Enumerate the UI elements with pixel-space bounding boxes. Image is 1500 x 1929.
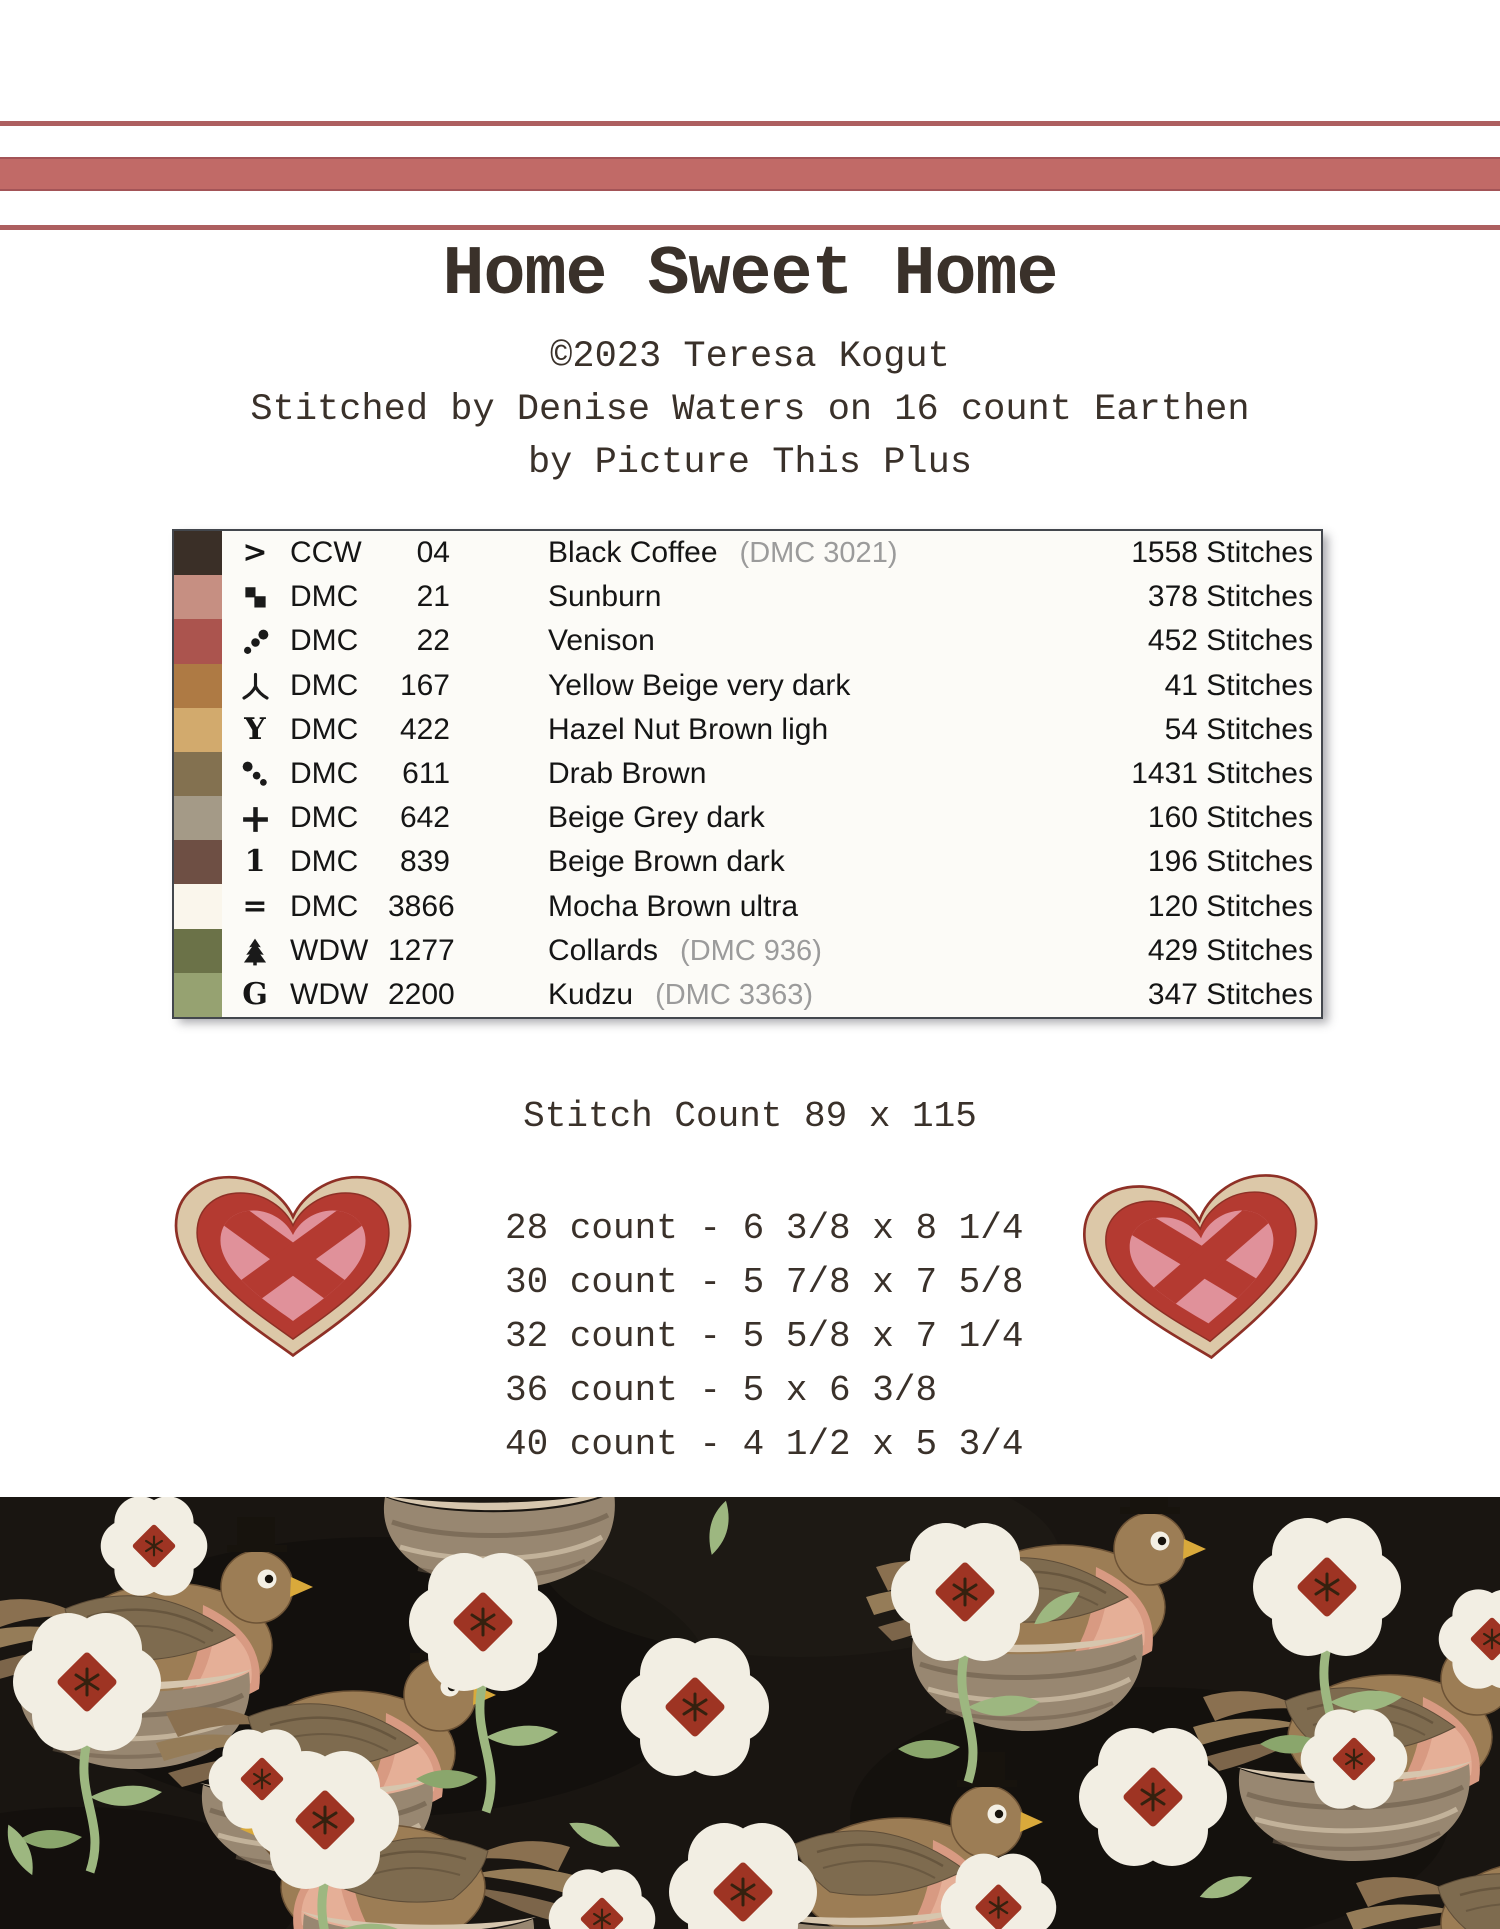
color-swatch	[174, 973, 222, 1017]
stitch-symbol	[222, 582, 288, 612]
color-name-cell	[478, 845, 1051, 879]
color-name-cell	[478, 580, 1051, 614]
brand-label: WDW	[290, 977, 369, 1011]
stitch-count-cell: 378 Stitches	[1147, 580, 1313, 614]
stitch-count-cell: 54 Stitches	[1164, 712, 1313, 746]
color-swatch	[174, 884, 222, 928]
brand-label: DMC	[290, 889, 359, 923]
stitch-count-cell: 452 Stitches	[1147, 624, 1313, 658]
accent-stripe-bar	[0, 157, 1500, 191]
stitch-count-cell: 196 Stitches	[1147, 845, 1313, 879]
stitch-symbol: 1	[244, 844, 266, 880]
color-name-cell	[478, 801, 1051, 835]
size-line: 32 count - 5 5/8 x 7 1/4	[505, 1316, 1024, 1357]
stitch-count-cell: 429 Stitches	[1147, 933, 1313, 967]
legend-row	[174, 929, 1321, 973]
color-name: Drab Brown	[548, 756, 707, 790]
felt-heart-image-right	[1062, 1161, 1346, 1384]
color-number: 22	[416, 624, 450, 658]
size-line: 30 count - 5 7/8 x 7 5/8	[505, 1262, 1024, 1303]
dmc-equivalent: (DMC 3021)	[739, 537, 898, 570]
stitch-count-cell: 41 Stitches	[1164, 668, 1313, 702]
subtitle-block	[0, 331, 1500, 490]
stitch-symbol	[222, 626, 288, 656]
legend-row	[174, 973, 1321, 1017]
brand-label: CCW	[290, 536, 362, 570]
color-name: Hazel Nut Brown ligh	[548, 712, 829, 746]
fabric-by-line: by Picture This Plus	[527, 442, 973, 484]
color-number: 167	[399, 668, 450, 702]
color-swatch	[174, 708, 222, 752]
stitch-symbol	[222, 936, 288, 966]
color-name: Yellow Beige very dark	[548, 668, 851, 702]
color-swatch	[174, 929, 222, 973]
size-line: 40 count - 4 1/2 x 5 3/4	[505, 1424, 1024, 1465]
color-name-cell	[478, 669, 1051, 703]
legend-row	[174, 575, 1321, 619]
color-swatch	[174, 531, 222, 575]
brand-label: DMC	[290, 712, 359, 746]
accent-stripe-thin-top	[0, 121, 1500, 126]
color-name: Kudzu	[548, 977, 634, 1011]
brand-label: DMC	[290, 756, 359, 790]
brand-label: DMC	[290, 624, 359, 658]
stitch-symbol: >	[242, 535, 268, 571]
stitch-symbol: Y	[244, 711, 266, 747]
stitch-symbol	[222, 670, 288, 701]
color-name: Beige Grey dark	[548, 801, 765, 835]
color-swatch	[174, 752, 222, 796]
legend-row	[174, 884, 1321, 928]
dmc-equivalent: (DMC 936)	[680, 934, 822, 967]
legend-row	[174, 796, 1321, 840]
brand-label: WDW	[290, 933, 369, 967]
legend-row	[174, 752, 1321, 796]
color-number: 21	[416, 580, 450, 614]
brand-label: DMC	[290, 580, 359, 614]
stitch-count-cell: 1558 Stitches	[1131, 536, 1313, 570]
color-swatch	[174, 796, 222, 840]
color-swatch	[174, 619, 222, 663]
legend-row	[174, 531, 1321, 575]
brand-label: DMC	[290, 668, 359, 702]
stitch-count-cell: 120 Stitches	[1147, 889, 1313, 923]
size-list	[505, 1202, 1023, 1472]
stitched-by-line: Stitched by Denise Waters on 16 count Earthen	[250, 389, 1250, 431]
stitch-count-cell: 347 Stitches	[1147, 977, 1313, 1011]
felt-heart-image-left	[158, 1165, 428, 1373]
color-number: 04	[416, 536, 450, 570]
legend-row	[174, 619, 1321, 663]
color-name: Sunburn	[548, 580, 662, 614]
color-swatch	[174, 575, 222, 619]
page-title: Home Sweet Home	[442, 236, 1058, 315]
color-name-cell	[478, 624, 1051, 658]
color-name-cell	[478, 757, 1051, 791]
color-swatch	[174, 840, 222, 884]
color-number: 2200	[388, 977, 455, 1011]
stitch-symbol	[222, 759, 288, 789]
color-number: 611	[402, 756, 450, 790]
stitch-symbol	[222, 803, 288, 833]
brand-label: DMC	[290, 845, 359, 879]
dmc-equivalent: (DMC 3363)	[655, 978, 814, 1011]
color-number: 839	[399, 845, 450, 879]
legend-row	[174, 664, 1321, 708]
stitch-symbol: =	[242, 888, 268, 924]
size-line: 28 count - 6 3/8 x 8 1/4	[505, 1208, 1024, 1249]
color-name: Venison	[548, 624, 655, 658]
color-number: 1277	[388, 933, 455, 967]
color-name: Beige Brown dark	[548, 845, 785, 879]
legend-table	[172, 529, 1323, 1019]
color-name: Black Coffee	[548, 536, 718, 570]
color-name-cell	[478, 713, 1051, 747]
bird-and-flower-fabric-image	[0, 1497, 1500, 1929]
brand-label: DMC	[290, 801, 359, 835]
copyright-line: ©2023 Teresa Kogut	[550, 336, 950, 378]
color-swatch	[174, 664, 222, 708]
color-number: 642	[399, 801, 450, 835]
color-number: 422	[399, 712, 450, 746]
legend-row	[174, 840, 1321, 884]
color-name-cell	[478, 978, 1051, 1012]
stitch-count-cell: 160 Stitches	[1147, 801, 1313, 835]
color-number: 3866	[388, 889, 455, 923]
color-name: Mocha Brown ultra	[548, 889, 799, 923]
color-name-cell	[478, 934, 1051, 968]
size-line: 36 count - 5 x 6 3/8	[505, 1370, 938, 1411]
stitch-symbol: G	[242, 976, 268, 1012]
stitch-count-line: Stitch Count 89 x 115	[523, 1096, 977, 1137]
color-name-cell	[478, 536, 1051, 570]
legend-row	[174, 708, 1321, 752]
color-name-cell	[478, 890, 1051, 924]
color-name: Collards	[548, 933, 659, 967]
stitch-count-cell: 1431 Stitches	[1131, 756, 1313, 790]
accent-stripe-thin-bottom	[0, 225, 1500, 230]
